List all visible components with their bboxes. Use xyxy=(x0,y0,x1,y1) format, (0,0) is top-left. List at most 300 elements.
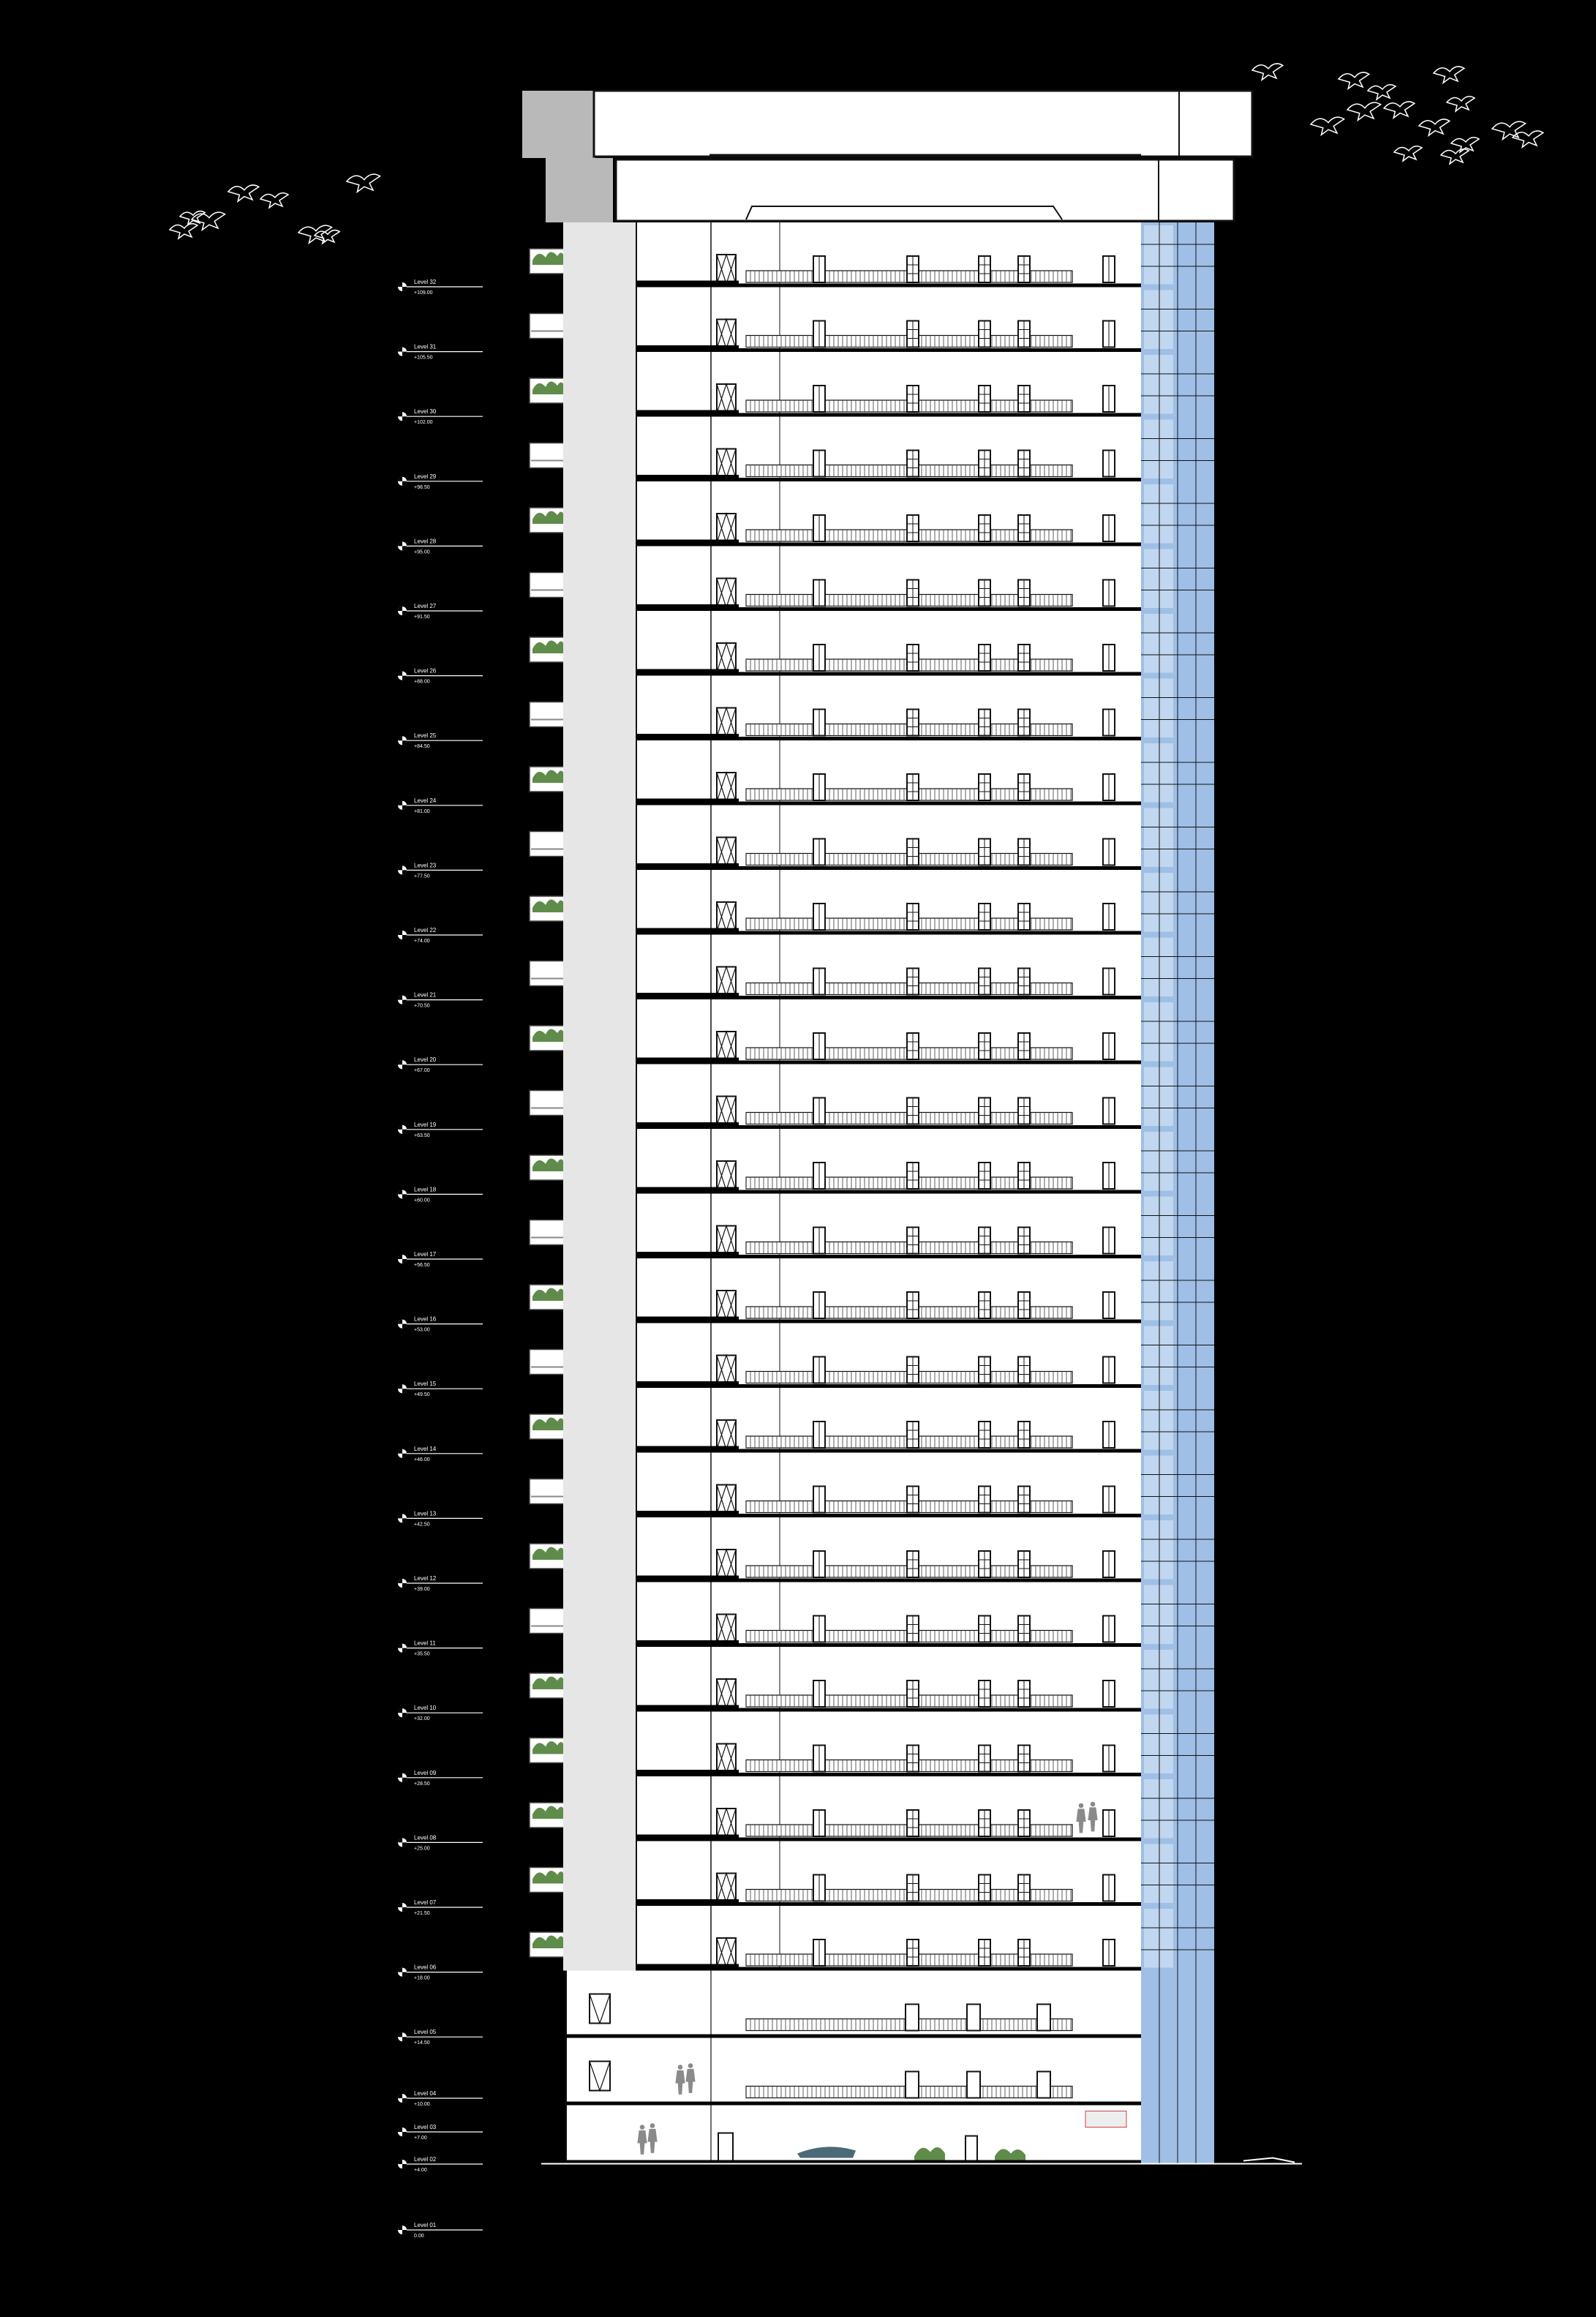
level-name: Level 13 xyxy=(414,1510,437,1517)
signage-icon xyxy=(1085,2111,1126,2128)
floor-slab-edge xyxy=(636,1381,739,1384)
bird-silhouette-icon xyxy=(315,230,339,244)
glass-highlight xyxy=(1144,743,1173,803)
concrete-core xyxy=(563,547,636,612)
door-icon xyxy=(717,449,736,478)
level-marker xyxy=(398,408,483,425)
level-marker xyxy=(398,1705,483,1721)
floor-slab-edge xyxy=(636,540,739,543)
floor-slab-edge xyxy=(636,1899,739,1902)
level-elevation: +46.00 xyxy=(414,1457,430,1462)
glass-highlight xyxy=(1144,420,1173,479)
level-name: Level 23 xyxy=(414,862,437,869)
glass-highlight xyxy=(1144,1520,1173,1580)
level-marker xyxy=(398,1899,483,1916)
level-marker xyxy=(398,2090,483,2107)
bird-silhouette-icon xyxy=(228,185,259,201)
door-icon xyxy=(717,579,736,608)
level-elevation: +74.00 xyxy=(414,939,430,944)
level-name: Level 32 xyxy=(414,279,437,285)
level-marker xyxy=(398,1575,483,1592)
level-datum-icon xyxy=(398,477,407,486)
door-icon xyxy=(717,1097,736,1126)
floor-slab-edge xyxy=(636,1317,739,1320)
level-datum-icon xyxy=(398,996,407,1004)
floor-slab-edge xyxy=(636,1576,739,1579)
floor-slab-edge xyxy=(636,1835,739,1838)
bird-silhouette-icon xyxy=(1451,138,1479,152)
door-icon xyxy=(717,1356,736,1385)
floor-slab-edge xyxy=(636,1770,739,1773)
glass-highlight xyxy=(1144,1456,1173,1515)
level-marker xyxy=(398,279,483,296)
concrete-core xyxy=(563,1453,636,1518)
concrete-core xyxy=(563,870,636,935)
window-icon xyxy=(967,2072,980,2098)
typical-floor xyxy=(530,1647,1214,1713)
typical-floor xyxy=(530,1258,1214,1324)
door-icon xyxy=(717,1226,736,1255)
floor-slab-edge xyxy=(636,863,739,866)
level-datum-icon xyxy=(398,1125,407,1134)
level-marker xyxy=(398,1446,483,1462)
bird-silhouette-icon xyxy=(1311,117,1344,135)
door-icon xyxy=(717,514,736,543)
glass-highlight xyxy=(1144,290,1173,350)
window-icon xyxy=(906,2005,919,2031)
level-name: Level 09 xyxy=(414,1769,437,1776)
glass-highlight xyxy=(1144,1391,1173,1450)
level-datum-icon xyxy=(398,1773,407,1782)
building-section xyxy=(522,91,1302,2165)
floor-slab-edge xyxy=(636,1252,739,1255)
typical-floor xyxy=(530,1453,1214,1519)
glass-highlight xyxy=(1144,1715,1173,1774)
level-elevation: +81.00 xyxy=(414,808,430,814)
level-marker xyxy=(398,603,483,620)
door-icon xyxy=(717,773,736,802)
level-datum-icon xyxy=(398,1838,407,1847)
level-elevation: +63.50 xyxy=(414,1133,430,1138)
level-name: Level 12 xyxy=(414,1575,437,1582)
level-datum-icon xyxy=(398,1190,407,1198)
concrete-core xyxy=(563,935,636,1000)
level-marker xyxy=(398,1510,483,1527)
floor-slab-edge xyxy=(636,1511,739,1514)
typical-floor xyxy=(530,676,1214,742)
level-datum-icon xyxy=(398,736,407,745)
level-marker xyxy=(398,927,483,944)
balcony-box xyxy=(530,573,565,598)
level-name: Level 15 xyxy=(414,1381,437,1388)
concrete-core xyxy=(563,999,636,1064)
roof-concrete-block xyxy=(522,91,595,158)
roof-concrete-block-lower xyxy=(546,158,613,222)
typical-floor xyxy=(530,352,1214,418)
level-datum-icon xyxy=(398,412,407,421)
typical-floor xyxy=(530,1712,1214,1778)
level-marker xyxy=(398,473,483,490)
bird-silhouette-icon xyxy=(1441,149,1469,164)
bird-silhouette-icon xyxy=(192,212,225,230)
typical-floor xyxy=(530,1582,1214,1648)
level-marker xyxy=(398,2124,483,2141)
level-datum-icon xyxy=(398,348,407,356)
window-icon xyxy=(967,2005,980,2031)
level-elevation: +53.00 xyxy=(414,1327,430,1333)
level-elevation: +4.00 xyxy=(414,2168,427,2173)
level-elevation: +18.00 xyxy=(414,1975,430,1981)
level-datum-icon xyxy=(398,2128,407,2136)
typical-floor xyxy=(530,1064,1214,1130)
level-name: Level 05 xyxy=(414,2029,437,2036)
level-datum-icon xyxy=(398,2226,407,2234)
glass-highlight xyxy=(1144,938,1173,997)
roof-block-upper xyxy=(594,91,1252,157)
level-datum-icon xyxy=(398,1320,407,1329)
door-icon xyxy=(717,1615,736,1644)
level-name: Level 31 xyxy=(414,343,437,350)
glass-highlight xyxy=(1144,225,1173,285)
glass-highlight xyxy=(1144,1650,1173,1709)
level-datum-icon xyxy=(398,1255,407,1263)
floor-slab-edge xyxy=(636,1187,739,1190)
floor-slab-edge xyxy=(636,993,739,996)
level-datum-icon xyxy=(398,1968,407,1977)
glass-highlight xyxy=(1144,1067,1173,1127)
bird-silhouette-icon xyxy=(1394,146,1422,161)
level-name: Level 11 xyxy=(414,1640,436,1647)
glass-highlight xyxy=(1144,1585,1173,1645)
balcony-box xyxy=(530,1350,565,1375)
level-elevation: +102.00 xyxy=(414,420,433,426)
level-datum-icon xyxy=(398,1449,407,1458)
glass-highlight xyxy=(1144,1909,1173,1968)
level-elevation: +10.00 xyxy=(414,2102,430,2107)
bird-silhouette-icon xyxy=(1347,102,1381,120)
door-icon xyxy=(717,320,736,349)
glass-highlight xyxy=(1144,873,1173,932)
door-icon xyxy=(717,1938,736,1967)
level-marker xyxy=(398,668,483,685)
level-name: Level 10 xyxy=(414,1705,437,1712)
door-icon xyxy=(717,1291,736,1320)
level-name: Level 20 xyxy=(414,1056,437,1064)
level-datum-icon xyxy=(398,1060,407,1069)
door-icon xyxy=(717,838,736,867)
person-head xyxy=(1079,1803,1084,1809)
podium-floor xyxy=(566,1971,1214,2039)
concrete-core xyxy=(563,1712,636,1777)
bird-silhouette-icon xyxy=(1419,119,1450,135)
glass-highlight xyxy=(1144,549,1173,609)
bird-silhouette-icon xyxy=(347,174,380,192)
level-marker xyxy=(398,538,483,555)
concrete-core xyxy=(563,740,636,805)
level-markers xyxy=(398,279,483,2239)
glass-highlight xyxy=(1144,355,1173,414)
glass-highlight xyxy=(1144,1002,1173,1062)
door-icon xyxy=(590,1994,610,2024)
level-elevation: +42.50 xyxy=(414,1522,430,1528)
level-datum-icon xyxy=(398,541,407,550)
level-datum-icon xyxy=(398,1384,407,1393)
person-head xyxy=(640,2125,645,2130)
floor-slab-edge xyxy=(636,1640,739,1643)
level-name: Level 08 xyxy=(414,1834,437,1841)
concrete-core xyxy=(563,1064,636,1130)
level-marker xyxy=(398,1316,483,1333)
typical-floor xyxy=(530,1323,1214,1389)
ground-slope xyxy=(1243,2158,1295,2163)
level-marker xyxy=(398,1964,483,1981)
level-name: Level 28 xyxy=(414,538,437,545)
level-datum-icon xyxy=(398,672,407,680)
window-icon xyxy=(906,2072,919,2098)
bird-silhouette-icon xyxy=(1434,67,1464,83)
level-elevation: +67.00 xyxy=(414,1068,430,1074)
level-elevation: +109.00 xyxy=(414,290,433,296)
person-head xyxy=(1091,1802,1096,1807)
level-marker xyxy=(398,732,483,749)
level-marker xyxy=(398,862,483,879)
level-marker xyxy=(398,1834,483,1851)
balcony-box xyxy=(530,443,565,468)
level-elevation: +39.00 xyxy=(414,1587,430,1592)
floor-slab-edge xyxy=(636,1122,739,1125)
level-name: Level 03 xyxy=(414,2124,437,2130)
floor-slab-edge xyxy=(636,799,739,802)
level-datum-icon xyxy=(398,865,407,874)
level-marker xyxy=(398,1056,483,1073)
level-datum-icon xyxy=(398,607,407,615)
typical-floor xyxy=(530,1517,1214,1583)
level-datum-icon xyxy=(398,1514,407,1522)
floor-slab-edge xyxy=(636,604,739,607)
typical-floor xyxy=(530,417,1214,483)
door-icon xyxy=(717,384,736,413)
floor-slab-edge xyxy=(636,734,739,737)
level-marker xyxy=(398,1122,483,1138)
level-datum-icon xyxy=(398,1708,407,1717)
glass-highlight xyxy=(1144,679,1173,738)
typical-floor xyxy=(530,999,1214,1065)
window-icon xyxy=(1037,2072,1050,2098)
floor-slab-edge xyxy=(636,1446,739,1449)
level-name: Level 16 xyxy=(414,1315,437,1323)
glass-highlight xyxy=(1144,808,1173,868)
bird-silhouette-icon xyxy=(170,224,197,239)
floor-slab-edge xyxy=(636,1058,739,1061)
typical-floor xyxy=(530,547,1214,612)
concrete-core xyxy=(563,1323,636,1389)
bird-silhouette-icon xyxy=(1252,64,1283,80)
level-elevation: +49.50 xyxy=(414,1392,430,1398)
typical-floor xyxy=(530,1906,1214,1972)
concrete-core xyxy=(563,676,636,741)
glass-highlight xyxy=(1144,1261,1173,1321)
balcony-box xyxy=(530,314,565,339)
concrete-core xyxy=(563,1517,636,1582)
level-elevation: +105.50 xyxy=(414,355,433,361)
level-datum-icon xyxy=(398,931,407,939)
level-elevation: +25.00 xyxy=(414,1846,430,1852)
door-icon xyxy=(717,1485,736,1514)
level-name: Level 25 xyxy=(414,732,437,740)
level-name: Level 29 xyxy=(414,473,437,480)
level-name: Level 24 xyxy=(414,797,437,804)
door-icon xyxy=(717,1420,736,1449)
level-datum-icon xyxy=(398,2094,407,2103)
concrete-core xyxy=(563,1194,636,1259)
bird-silhouette-icon xyxy=(1384,102,1415,118)
typical-floor xyxy=(530,1194,1214,1260)
door-icon xyxy=(717,1550,736,1579)
podium-floor xyxy=(566,2106,1214,2165)
concrete-core xyxy=(563,1258,636,1323)
door-icon xyxy=(717,1679,736,1708)
level-name: Level 22 xyxy=(414,927,437,934)
door-icon xyxy=(717,643,736,672)
glass-highlight xyxy=(1144,1844,1173,1904)
level-elevation: +95.00 xyxy=(414,549,430,555)
level-name: Level 27 xyxy=(414,603,437,609)
level-elevation: +91.50 xyxy=(414,615,430,620)
typical-floor xyxy=(530,1388,1214,1454)
floor-slab-edge xyxy=(636,1705,739,1708)
bird-silhouette-icon xyxy=(1447,97,1475,111)
concrete-core xyxy=(563,288,636,353)
bird-silhouette-icon xyxy=(1492,121,1526,139)
level-name: Level 30 xyxy=(414,408,437,416)
level-elevation: +32.00 xyxy=(414,1716,430,1722)
typical-floor xyxy=(530,611,1214,677)
level-marker xyxy=(398,2029,483,2046)
concrete-core xyxy=(563,1776,636,1841)
level-name: Level 07 xyxy=(414,1899,437,1906)
typical-floor xyxy=(530,1776,1214,1842)
door-icon xyxy=(590,2062,610,2091)
typical-floor xyxy=(530,1841,1214,1907)
concrete-core xyxy=(563,1388,636,1453)
bird-silhouette-icon xyxy=(260,193,288,208)
concrete-core xyxy=(563,417,636,482)
concrete-core xyxy=(563,611,636,676)
level-datum-icon xyxy=(398,1644,407,1653)
level-elevation: +56.50 xyxy=(414,1263,430,1268)
typical-floor xyxy=(530,481,1214,547)
bird-silhouette-icon xyxy=(1513,131,1543,147)
balcony-box xyxy=(530,1479,565,1504)
level-name: Level 06 xyxy=(414,1964,437,1971)
level-elevation: +7.00 xyxy=(414,2136,427,2141)
concrete-core xyxy=(563,805,636,871)
door-icon xyxy=(717,967,736,996)
level-marker xyxy=(398,2222,483,2239)
glass-highlight xyxy=(1144,614,1173,673)
level-marker xyxy=(398,797,483,814)
balcony-box xyxy=(530,1091,565,1116)
door-icon xyxy=(717,255,736,284)
level-elevation: +98.50 xyxy=(414,484,430,490)
door-icon xyxy=(717,1744,736,1773)
typical-floor xyxy=(530,288,1214,353)
typical-floor xyxy=(530,805,1214,871)
level-name: Level 01 xyxy=(414,2222,437,2228)
roof-block-lower xyxy=(616,159,1234,221)
balcony-box xyxy=(530,961,565,986)
glass-highlight xyxy=(1144,1132,1173,1191)
level-marker xyxy=(398,1770,483,1787)
door-icon xyxy=(717,1032,736,1061)
typical-floor xyxy=(530,1129,1214,1195)
door-icon xyxy=(717,708,736,737)
glass-highlight xyxy=(1144,1326,1173,1386)
level-name: Level 02 xyxy=(414,2156,437,2163)
podium-floor xyxy=(566,2038,1214,2106)
concrete-core xyxy=(563,352,636,417)
level-elevation: +60.00 xyxy=(414,1198,430,1203)
bird-silhouette-icon xyxy=(1339,72,1369,89)
floor-slab-edge xyxy=(636,410,739,413)
level-name: Level 18 xyxy=(414,1186,437,1193)
level-datum-icon xyxy=(398,282,407,291)
person-head xyxy=(650,2123,655,2128)
floor-slab-edge xyxy=(636,1964,739,1967)
person-head xyxy=(688,2063,693,2068)
window-icon xyxy=(965,2136,977,2161)
door-icon xyxy=(717,1809,736,1838)
typical-floor xyxy=(530,870,1214,936)
level-name: Level 14 xyxy=(414,1445,437,1452)
level-marker xyxy=(398,1186,483,1203)
door-icon xyxy=(718,2133,733,2161)
floor-slab-edge xyxy=(636,345,739,348)
balcony-box xyxy=(530,702,565,727)
concrete-core xyxy=(563,1906,636,1971)
balcony-box xyxy=(530,832,565,857)
glass-highlight xyxy=(1144,1779,1173,1839)
level-name: Level 17 xyxy=(414,1251,437,1258)
level-marker xyxy=(398,344,483,361)
level-name: Level 04 xyxy=(414,2090,437,2097)
level-datum-icon xyxy=(398,2160,407,2168)
level-name: Level 19 xyxy=(414,1121,437,1128)
typical-floor xyxy=(530,740,1214,806)
concrete-core xyxy=(563,1647,636,1712)
glass-highlight xyxy=(1144,1197,1173,1256)
bird-silhouette-icon xyxy=(1368,85,1396,99)
floor-slab-edge xyxy=(636,669,739,672)
level-name: Level 21 xyxy=(414,991,437,999)
concrete-core xyxy=(563,222,636,288)
balcony-box xyxy=(530,1609,565,1634)
level-elevation: +21.50 xyxy=(414,1911,430,1916)
concrete-core xyxy=(563,1582,636,1648)
balcony-box xyxy=(530,1220,565,1245)
typical-floor xyxy=(530,222,1214,288)
level-datum-icon xyxy=(398,801,407,810)
level-elevation: +35.50 xyxy=(414,1651,430,1657)
window-icon xyxy=(1037,2005,1050,2031)
floor-slab-edge xyxy=(636,928,739,931)
level-marker xyxy=(398,1251,483,1268)
floor-slab-edge xyxy=(636,281,739,284)
concrete-core xyxy=(563,1841,636,1907)
level-elevation: +88.00 xyxy=(414,679,430,685)
glass-highlight xyxy=(1144,484,1173,544)
person-head xyxy=(678,2065,683,2070)
